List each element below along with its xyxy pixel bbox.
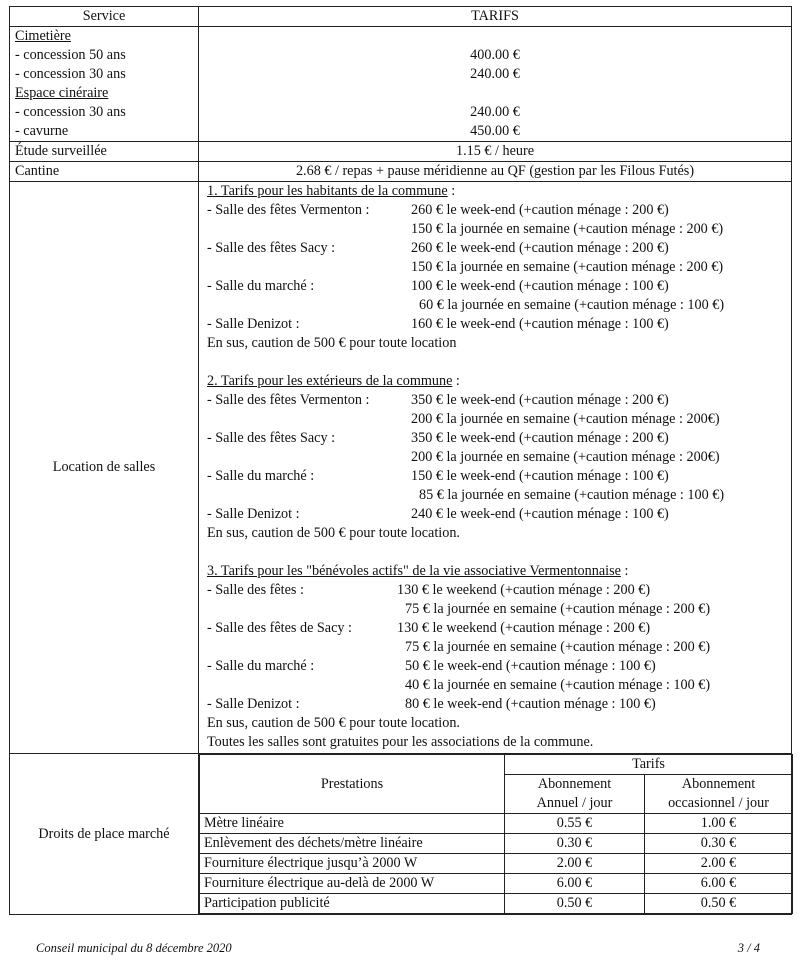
location-rate-row (207, 258, 786, 277)
prestations-header: Prestations (200, 755, 505, 814)
room-rate: 350 € le week-end (+caution ménage : 200 €) (411, 430, 669, 446)
cineraire-item-label: - cavurne (15, 123, 69, 139)
cimetiere-prices (199, 27, 792, 142)
location-rate-row (207, 505, 786, 524)
footer-text: Conseil municipal du 8 décembre 2020 (36, 941, 232, 955)
location-section-title: 3. Tarifs pour les "bénévoles actifs" de la vie associative Vermentonnaise : (207, 563, 629, 579)
room-rate: 150 € la journée en semaine (+caution ménage : 200 €) (411, 259, 724, 275)
room-label: - Salle du marché : (207, 278, 315, 294)
location-rate-row (207, 581, 786, 600)
prestation-label: Mètre linéaire (200, 814, 505, 834)
etude-label: Étude surveillée (10, 142, 199, 162)
droits-row-item (200, 814, 793, 834)
cimetiere-labels (10, 27, 199, 142)
tarif-occasionnel: 1.00 € (645, 814, 793, 834)
droits-row-item (200, 854, 793, 874)
droits-row-item (200, 894, 793, 914)
location-note: En sus, caution de 500 € pour toute location. (207, 715, 460, 731)
location-label: Location de salles (10, 182, 199, 754)
room-label: - Salle des fêtes Sacy : (207, 430, 336, 446)
cineraire-item-label: - concession 30 ans (15, 104, 126, 120)
location-rate-row (207, 201, 786, 220)
room-rate: 80 € le week-end (+caution ménage : 100 €) (405, 696, 656, 712)
service-header: Service (10, 7, 199, 27)
etude-row (10, 142, 792, 162)
location-rate-row (207, 600, 786, 619)
room-rate: 75 € la journée en semaine (+caution ménage : 200 €) (405, 639, 711, 655)
tarif-annuel: 0.50 € (505, 894, 645, 914)
location-rate-row (207, 657, 786, 676)
room-rate: 150 € le week-end (+caution ménage : 100 €) (411, 468, 669, 484)
location-section-title: 2. Tarifs pour les extérieurs de la commune : (207, 373, 460, 389)
cimetiere-item-label: - concession 30 ans (15, 66, 126, 82)
cineraire-item-price: 450.00 € (470, 123, 520, 139)
tarif-annuel: 6.00 € (505, 874, 645, 894)
etude-price: 1.15 € / heure (199, 142, 792, 162)
room-rate: 60 € la journée en semaine (+caution ménage : 100 €) (419, 297, 725, 313)
prestation-label: Participation publicité (200, 894, 505, 914)
location-rate-row (207, 448, 786, 467)
droits-row-item (200, 874, 793, 894)
cineraire-item-price: 240.00 € (470, 104, 520, 120)
tarif-annuel: 0.30 € (505, 834, 645, 854)
room-rate: 40 € la journée en semaine (+caution ménage : 100 €) (405, 677, 711, 693)
room-rate: 240 € le week-end (+caution ménage : 100 €) (411, 506, 669, 522)
prestation-label: Enlèvement des déchets/mètre linéaire (200, 834, 505, 854)
room-label: - Salle des fêtes Sacy : (207, 240, 336, 256)
room-rate: 130 € le weekend (+caution ménage : 200 €) (397, 582, 651, 598)
droits-row (10, 754, 792, 915)
tarif-occasionnel: 0.30 € (645, 834, 793, 854)
room-rate: 200 € la journée en semaine (+caution ménage : 200€) (411, 411, 720, 427)
location-details (199, 182, 792, 754)
room-label: - Salle des fêtes : (207, 582, 304, 598)
room-label: - Salle des fêtes de Sacy : (207, 620, 352, 636)
room-label: - Salle des fêtes Vermenton : (207, 392, 370, 408)
tarif-annuel: 0.55 € (505, 814, 645, 834)
room-rate: 85 € la journée en semaine (+caution ménage : 100 €) (419, 487, 725, 503)
location-rate-row (207, 220, 786, 239)
cantine-label: Cantine (10, 162, 199, 182)
cantine-price: 2.68 € / repas + pause méridienne au QF (gestion par les Filous Futés) (199, 162, 792, 182)
col-annuel-header-b: Annuel / jour (505, 794, 645, 814)
cimetiere-item-price: 240.00 € (470, 66, 520, 82)
location-note: En sus, caution de 500 € pour toute location (207, 335, 457, 351)
tarifs-header: TARIFS (199, 7, 792, 27)
cantine-row (10, 162, 792, 182)
cimetiere-row (10, 27, 792, 142)
location-section-title: 1. Tarifs pour les habitants de la commune : (207, 183, 456, 199)
room-rate: 100 € le week-end (+caution ménage : 100 €) (411, 278, 669, 294)
room-rate: 200 € la journée en semaine (+caution ménage : 200€) (411, 449, 720, 465)
room-rate: 150 € la journée en semaine (+caution ménage : 200 €) (411, 221, 724, 237)
room-label: - Salle du marché : (207, 468, 315, 484)
tarif-occasionnel: 6.00 € (645, 874, 793, 894)
prestation-label: Fourniture électrique au-delà de 2000 W (200, 874, 505, 894)
location-rate-row (207, 619, 786, 638)
page-number: 3 / 4 (737, 941, 760, 955)
tarif-occasionnel: 0.50 € (645, 894, 793, 914)
room-label: - Salle Denizot : (207, 316, 300, 332)
room-rate: 75 € la journée en semaine (+caution ménage : 200 €) (405, 601, 711, 617)
droits-table (199, 754, 793, 914)
location-rate-row (207, 391, 786, 410)
espace-cineraire-title: Espace cinéraire (15, 85, 109, 101)
header-row (10, 7, 792, 27)
room-rate: 130 € le weekend (+caution ménage : 200 €) (397, 620, 651, 636)
room-rate: 350 € le week-end (+caution ménage : 200 €) (411, 392, 669, 408)
room-rate: 160 € le week-end (+caution ménage : 100 €) (411, 316, 669, 332)
cimetiere-item-label: - concession 50 ans (15, 47, 126, 63)
location-note: Toutes les salles sont gratuites pour les associations de la commune. (207, 734, 594, 750)
location-rate-row (207, 315, 786, 334)
cimetiere-title: Cimetière (15, 28, 71, 44)
tarif-annuel: 2.00 € (505, 854, 645, 874)
location-rate-row (207, 486, 786, 505)
col-occ-header-a: Abonnement (645, 775, 793, 795)
droits-label: Droits de place marché (10, 754, 199, 915)
room-rate: 260 € le week-end (+caution ménage : 200 €) (411, 202, 669, 218)
room-rate: 260 € le week-end (+caution ménage : 200 €) (411, 240, 669, 256)
location-rate-row (207, 638, 786, 657)
location-rate-row (207, 410, 786, 429)
location-rate-row (207, 239, 786, 258)
location-rate-row (207, 676, 786, 695)
room-label: - Salle des fêtes Vermenton : (207, 202, 370, 218)
location-rate-row (207, 429, 786, 448)
tarifs-table (9, 6, 792, 915)
droits-row-item (200, 834, 793, 854)
col-annuel-header-a: Abonnement (505, 775, 645, 795)
location-rate-row (207, 277, 786, 296)
room-rate: 50 € le week-end (+caution ménage : 100 €) (405, 658, 656, 674)
prestation-label: Fourniture électrique jusqu’à 2000 W (200, 854, 505, 874)
room-label: - Salle du marché : (207, 658, 315, 674)
location-rate-row (207, 695, 786, 714)
location-note: En sus, caution de 500 € pour toute location. (207, 525, 460, 541)
location-row (10, 182, 792, 754)
room-label: - Salle Denizot : (207, 506, 300, 522)
tarif-occasionnel: 2.00 € (645, 854, 793, 874)
location-rate-row (207, 296, 786, 315)
cimetiere-item-price: 400.00 € (470, 47, 520, 63)
droits-details (199, 754, 792, 915)
col-occ-header-b: occasionnel / jour (645, 794, 793, 814)
tarifs-subheader: Tarifs (505, 755, 793, 775)
room-label: - Salle Denizot : (207, 696, 300, 712)
location-rate-row (207, 467, 786, 486)
